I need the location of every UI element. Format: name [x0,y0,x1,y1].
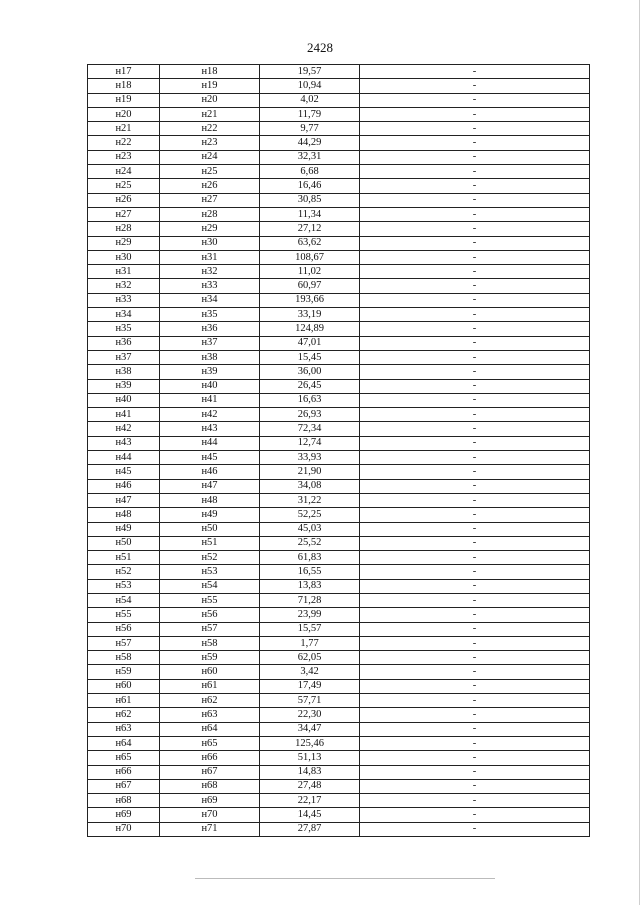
distance-cell: 4,02 [260,93,360,107]
from-point-cell: н37 [88,350,160,364]
table-row [88,722,590,736]
note-cell: - [360,422,590,436]
distance-cell: 3,42 [260,665,360,679]
to-point-cell: н65 [160,736,260,750]
from-point-cell: н30 [88,250,160,264]
table-row [88,65,590,79]
distance-cell: 193,66 [260,293,360,307]
from-point-cell: н26 [88,193,160,207]
to-point-cell: н43 [160,422,260,436]
from-point-cell: н60 [88,679,160,693]
to-point-cell: н33 [160,279,260,293]
from-point-cell: н33 [88,293,160,307]
to-point-cell: н55 [160,593,260,607]
table-row [88,107,590,121]
table-row [88,665,590,679]
note-cell: - [360,436,590,450]
distance-cell: 61,83 [260,551,360,565]
table-row [88,536,590,550]
scan-bottom-line [195,878,495,879]
table-row [88,350,590,364]
table-row [88,308,590,322]
distance-cell: 19,57 [260,65,360,79]
distance-cell: 27,87 [260,822,360,836]
note-cell: - [360,265,590,279]
distance-cell: 15,45 [260,350,360,364]
note-cell: - [360,293,590,307]
to-point-cell: н20 [160,93,260,107]
table-row [88,336,590,350]
from-point-cell: н67 [88,779,160,793]
note-cell: - [360,565,590,579]
note-cell: - [360,579,590,593]
distance-cell: 31,22 [260,493,360,507]
from-point-cell: н43 [88,436,160,450]
distance-cell: 16,46 [260,179,360,193]
distance-cell: 27,48 [260,779,360,793]
table-row [88,694,590,708]
from-point-cell: н49 [88,522,160,536]
note-cell: - [360,651,590,665]
table-row [88,236,590,250]
note-cell: - [360,236,590,250]
note-cell: - [360,250,590,264]
distance-cell: 13,83 [260,579,360,593]
table-row [88,422,590,436]
distance-cell: 34,47 [260,722,360,736]
to-point-cell: н19 [160,79,260,93]
from-point-cell: н50 [88,536,160,550]
from-point-cell: н27 [88,207,160,221]
note-cell: - [360,822,590,836]
note-cell: - [360,179,590,193]
distance-cell: 62,05 [260,651,360,665]
distance-cell: 60,97 [260,279,360,293]
distance-cell: 25,52 [260,536,360,550]
table-row [88,379,590,393]
table-row [88,93,590,107]
table-row [88,165,590,179]
distance-cell: 14,45 [260,808,360,822]
distance-cell: 10,94 [260,79,360,93]
distance-cell: 6,68 [260,165,360,179]
to-point-cell: н64 [160,722,260,736]
from-point-cell: н52 [88,565,160,579]
distance-cell: 47,01 [260,336,360,350]
note-cell: - [360,136,590,150]
from-point-cell: н42 [88,422,160,436]
from-point-cell: н59 [88,665,160,679]
to-point-cell: н34 [160,293,260,307]
note-cell: - [360,150,590,164]
page-number: 2428 [307,40,333,55]
note-cell: - [360,765,590,779]
distance-cell: 34,08 [260,479,360,493]
from-point-cell: н57 [88,636,160,650]
to-point-cell: н54 [160,579,260,593]
to-point-cell: н56 [160,608,260,622]
table-row [88,708,590,722]
from-point-cell: н51 [88,551,160,565]
table-row [88,322,590,336]
note-cell: - [360,279,590,293]
note-cell: - [360,593,590,607]
note-cell: - [360,536,590,550]
from-point-cell: н46 [88,479,160,493]
distance-cell: 124,89 [260,322,360,336]
note-cell: - [360,79,590,93]
note-cell: - [360,708,590,722]
table-row [88,508,590,522]
distance-cell: 11,34 [260,207,360,221]
from-point-cell: н53 [88,579,160,593]
to-point-cell: н18 [160,65,260,79]
to-point-cell: н48 [160,493,260,507]
to-point-cell: н27 [160,193,260,207]
to-point-cell: н26 [160,179,260,193]
boundary-points-table [87,64,590,837]
distance-cell: 44,29 [260,136,360,150]
table-row [88,651,590,665]
to-point-cell: н53 [160,565,260,579]
distance-cell: 16,55 [260,565,360,579]
from-point-cell: н17 [88,65,160,79]
note-cell: - [360,65,590,79]
note-cell: - [360,393,590,407]
distance-cell: 33,93 [260,451,360,465]
from-point-cell: н35 [88,322,160,336]
table-row [88,522,590,536]
to-point-cell: н31 [160,250,260,264]
to-point-cell: н71 [160,822,260,836]
to-point-cell: н30 [160,236,260,250]
distance-cell: 125,46 [260,736,360,750]
to-point-cell: н59 [160,651,260,665]
distance-cell: 108,67 [260,250,360,264]
table-row [88,751,590,765]
from-point-cell: н68 [88,794,160,808]
distance-cell: 9,77 [260,122,360,136]
distance-cell: 26,45 [260,379,360,393]
table-row [88,794,590,808]
to-point-cell: н37 [160,336,260,350]
to-point-cell: н38 [160,350,260,364]
distance-cell: 27,12 [260,222,360,236]
from-point-cell: н63 [88,722,160,736]
note-cell: - [360,122,590,136]
note-cell: - [360,508,590,522]
note-cell: - [360,222,590,236]
table-row [88,822,590,836]
note-cell: - [360,93,590,107]
from-point-cell: н62 [88,708,160,722]
table-row [88,593,590,607]
from-point-cell: н18 [88,79,160,93]
to-point-cell: н66 [160,751,260,765]
from-point-cell: н56 [88,622,160,636]
table-row [88,808,590,822]
note-cell: - [360,608,590,622]
note-cell: - [360,808,590,822]
from-point-cell: н38 [88,365,160,379]
distance-cell: 14,83 [260,765,360,779]
table-row [88,136,590,150]
table-row [88,79,590,93]
note-cell: - [360,165,590,179]
to-point-cell: н39 [160,365,260,379]
from-point-cell: н19 [88,93,160,107]
from-point-cell: н64 [88,736,160,750]
table-row [88,479,590,493]
note-cell: - [360,622,590,636]
distance-cell: 51,13 [260,751,360,765]
distance-cell: 45,03 [260,522,360,536]
note-cell: - [360,479,590,493]
from-point-cell: н25 [88,179,160,193]
to-point-cell: н51 [160,536,260,550]
from-point-cell: н47 [88,493,160,507]
from-point-cell: н58 [88,651,160,665]
table-row [88,622,590,636]
from-point-cell: н34 [88,308,160,322]
to-point-cell: н32 [160,265,260,279]
table-row [88,436,590,450]
table-row [88,579,590,593]
to-point-cell: н42 [160,408,260,422]
from-point-cell: н61 [88,694,160,708]
table-row [88,779,590,793]
table-row [88,393,590,407]
table-row [88,551,590,565]
from-point-cell: н48 [88,508,160,522]
note-cell: - [360,779,590,793]
note-cell: - [360,308,590,322]
to-point-cell: н70 [160,808,260,822]
distance-cell: 33,19 [260,308,360,322]
table-body [88,65,590,837]
table-row [88,765,590,779]
distance-cell: 16,63 [260,393,360,407]
table-row [88,265,590,279]
to-point-cell: н41 [160,393,260,407]
table-row [88,465,590,479]
from-point-cell: н41 [88,408,160,422]
note-cell: - [360,193,590,207]
note-cell: - [360,365,590,379]
note-cell: - [360,451,590,465]
table-row [88,493,590,507]
table-row [88,193,590,207]
distance-cell: 26,93 [260,408,360,422]
from-point-cell: н23 [88,150,160,164]
to-point-cell: н57 [160,622,260,636]
note-cell: - [360,379,590,393]
to-point-cell: н62 [160,694,260,708]
note-cell: - [360,722,590,736]
table-row [88,365,590,379]
table-row [88,293,590,307]
distance-cell: 22,17 [260,794,360,808]
from-point-cell: н28 [88,222,160,236]
to-point-cell: н47 [160,479,260,493]
note-cell: - [360,794,590,808]
from-point-cell: н39 [88,379,160,393]
from-point-cell: н29 [88,236,160,250]
to-point-cell: н23 [160,136,260,150]
from-point-cell: н65 [88,751,160,765]
to-point-cell: н67 [160,765,260,779]
to-point-cell: н24 [160,150,260,164]
note-cell: - [360,679,590,693]
to-point-cell: н22 [160,122,260,136]
from-point-cell: н24 [88,165,160,179]
distance-cell: 1,77 [260,636,360,650]
distance-cell: 63,62 [260,236,360,250]
to-point-cell: н45 [160,451,260,465]
distance-cell: 30,85 [260,193,360,207]
from-point-cell: н40 [88,393,160,407]
distance-cell: 32,31 [260,150,360,164]
to-point-cell: н25 [160,165,260,179]
to-point-cell: н44 [160,436,260,450]
to-point-cell: н49 [160,508,260,522]
to-point-cell: н52 [160,551,260,565]
from-point-cell: н31 [88,265,160,279]
from-point-cell: н36 [88,336,160,350]
to-point-cell: н69 [160,794,260,808]
note-cell: - [360,736,590,750]
from-point-cell: н44 [88,451,160,465]
note-cell: - [360,551,590,565]
distance-cell: 36,00 [260,365,360,379]
table-row [88,679,590,693]
distance-cell: 72,34 [260,422,360,436]
table-row [88,608,590,622]
from-point-cell: н20 [88,107,160,121]
distance-cell: 12,74 [260,436,360,450]
note-cell: - [360,350,590,364]
distance-cell: 11,02 [260,265,360,279]
note-cell: - [360,107,590,121]
distance-cell: 71,28 [260,593,360,607]
table-row [88,451,590,465]
note-cell: - [360,493,590,507]
from-point-cell: н45 [88,465,160,479]
note-cell: - [360,522,590,536]
distance-cell: 15,57 [260,622,360,636]
table-row [88,122,590,136]
distance-cell: 21,90 [260,465,360,479]
to-point-cell: н68 [160,779,260,793]
note-cell: - [360,665,590,679]
note-cell: - [360,751,590,765]
note-cell: - [360,465,590,479]
table-row [88,250,590,264]
note-cell: - [360,322,590,336]
table-row [88,565,590,579]
note-cell: - [360,694,590,708]
table-row [88,279,590,293]
table-row [88,636,590,650]
to-point-cell: н29 [160,222,260,236]
from-point-cell: н21 [88,122,160,136]
from-point-cell: н66 [88,765,160,779]
to-point-cell: н40 [160,379,260,393]
note-cell: - [360,207,590,221]
table-row [88,736,590,750]
note-cell: - [360,636,590,650]
distance-cell: 22,30 [260,708,360,722]
from-point-cell: н32 [88,279,160,293]
to-point-cell: н36 [160,322,260,336]
from-point-cell: н70 [88,822,160,836]
distance-cell: 17,49 [260,679,360,693]
distance-cell: 11,79 [260,107,360,121]
distance-cell: 57,71 [260,694,360,708]
to-point-cell: н46 [160,465,260,479]
table-row [88,207,590,221]
from-point-cell: н55 [88,608,160,622]
to-point-cell: н28 [160,207,260,221]
to-point-cell: н60 [160,665,260,679]
note-cell: - [360,408,590,422]
to-point-cell: н61 [160,679,260,693]
to-point-cell: н35 [160,308,260,322]
to-point-cell: н58 [160,636,260,650]
distance-cell: 52,25 [260,508,360,522]
to-point-cell: н63 [160,708,260,722]
from-point-cell: н69 [88,808,160,822]
table-row [88,179,590,193]
table-row [88,150,590,164]
table-row [88,408,590,422]
table-row [88,222,590,236]
from-point-cell: н22 [88,136,160,150]
from-point-cell: н54 [88,593,160,607]
to-point-cell: н50 [160,522,260,536]
distance-cell: 23,99 [260,608,360,622]
to-point-cell: н21 [160,107,260,121]
note-cell: - [360,336,590,350]
